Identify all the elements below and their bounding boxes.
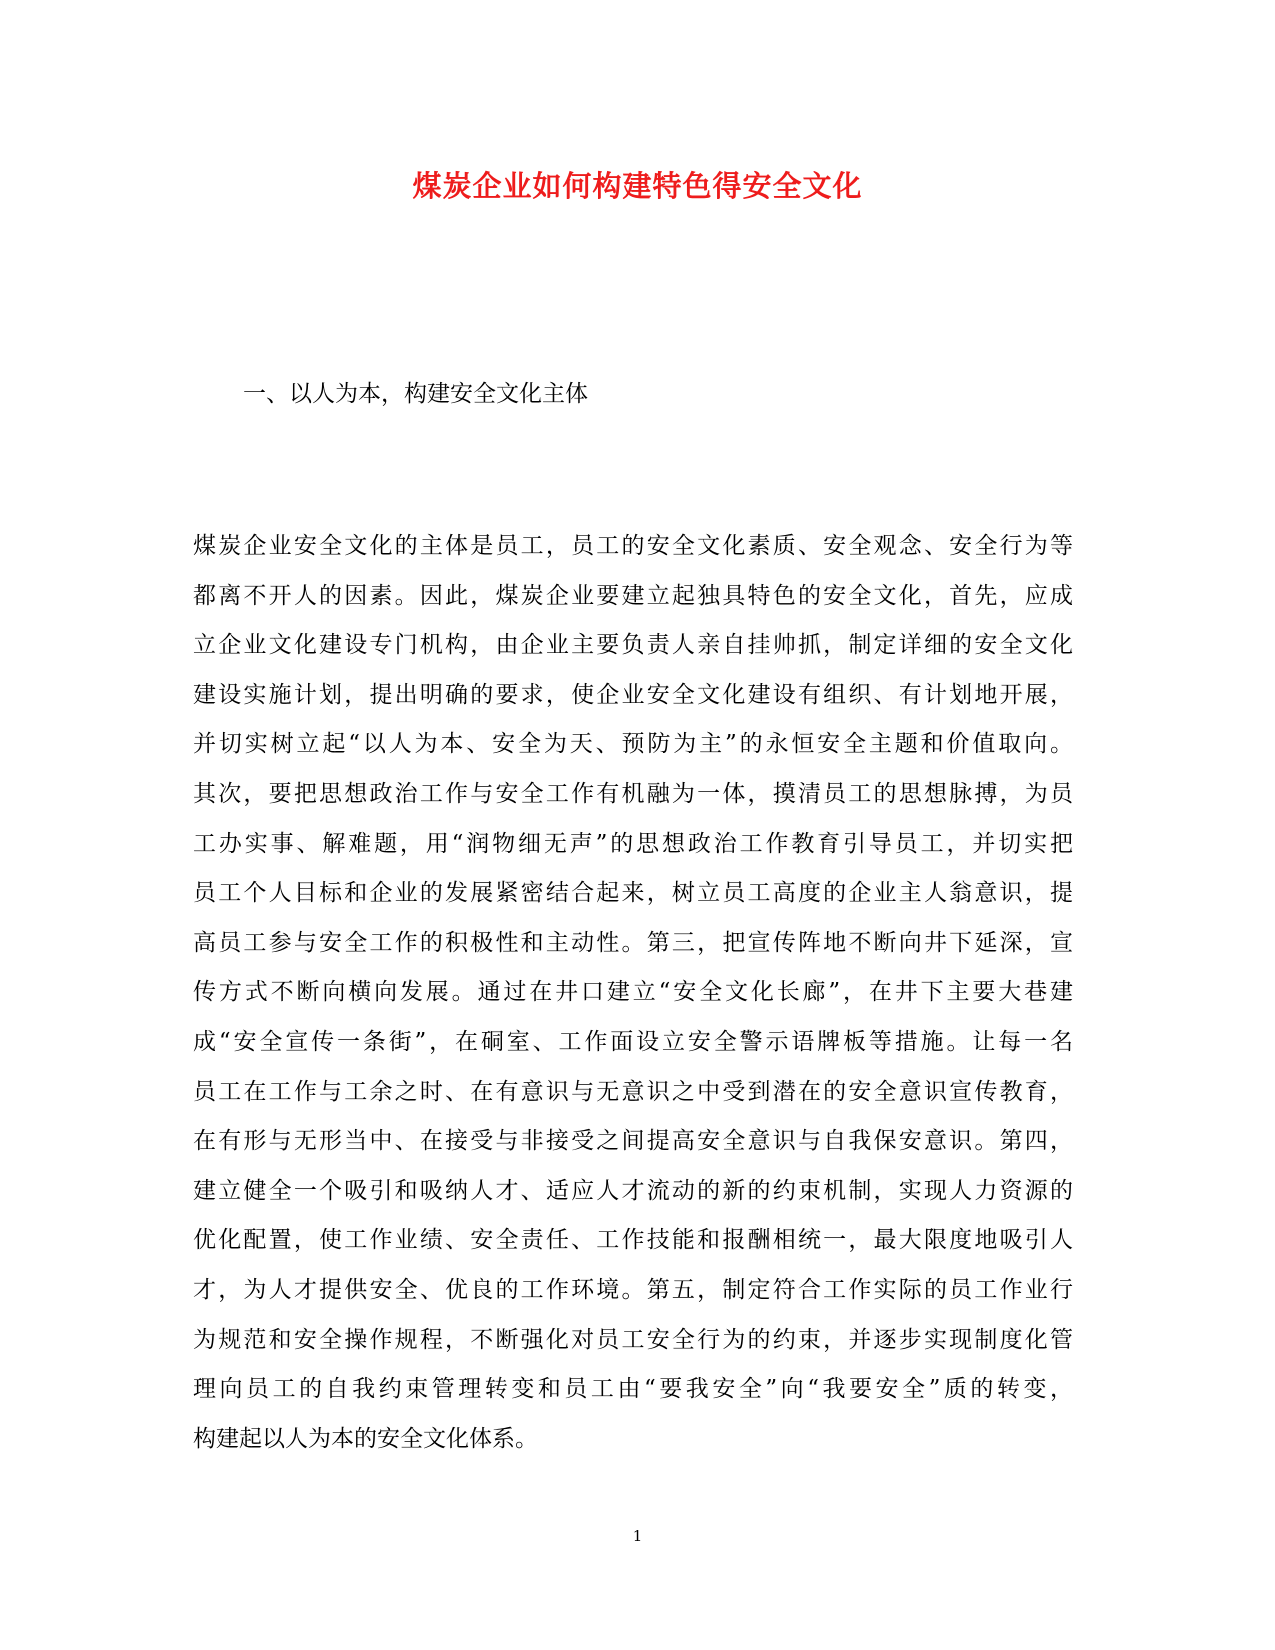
paragraph-line: 才，为人才提供安全、优良的工作环境。第五，制定符合工作实际的员工作业行: [193, 1276, 1073, 1303]
paragraph-line: 员工在工作与工余之时、在有意识与无意识之中受到潜在的安全意识宣传教育，: [193, 1078, 1073, 1105]
page-number: 1: [632, 1527, 643, 1545]
paragraph-line: 煤炭企业安全文化的主体是员工，员工的安全文化素质、安全观念、安全行为等: [193, 533, 1073, 559]
paragraph-line: 并切实树立起“以人为本、安全为天、预防为主”的永恒安全主题和价值取向。: [193, 731, 1073, 758]
paragraph-line: 理向员工的自我约束管理转变和员工由“要我安全”向“我要安全”质的转变，: [193, 1376, 1073, 1403]
document-title: 煤炭企业如何构建特色得安全文化: [412, 169, 863, 203]
paragraph-line: 为规范和安全操作规程，不断强化对员工安全行为的约束，并逐步实现制度化管: [193, 1326, 1073, 1353]
paragraph-line: 优化配置，使工作业绩、安全责任、工作技能和报酬相统一，最大限度地吸引人: [193, 1227, 1073, 1254]
paragraph-line: 建立健全一个吸引和吸纳人才、适应人才流动的新的约束机制，实现人力资源的: [193, 1177, 1073, 1204]
paragraph-line: 工办实事、解难题，用“润物细无声”的思想政治工作教育引导员工，并切实把: [193, 830, 1073, 857]
paragraph-line: 在有形与无形当中、在接受与非接受之间提高安全意识与自我保安意识。第四，: [193, 1128, 1073, 1155]
body-paragraph: [193, 522, 1073, 1464]
paragraph-line: 其次，要把思想政治工作与安全工作有机融为一体，摸清员工的思想脉搏，为员: [193, 780, 1073, 807]
paragraph-line: 员工个人目标和企业的发展紧密结合起来，树立员工高度的企业主人翁意识，提: [193, 880, 1073, 907]
paragraph-line: 成“安全宣传一条街”，在硐室、工作面设立安全警示语牌板等措施。让每一名: [193, 1028, 1073, 1055]
section-heading: 一、以人为本，构建安全文化主体: [243, 381, 588, 407]
paragraph-line: 传方式不断向横向发展。通过在井口建立“安全文化长廊”，在井下主要大巷建: [193, 979, 1073, 1006]
paragraph-line: 构建起以人为本的安全文化体系。: [193, 1425, 538, 1452]
paragraph-line: 高员工参与安全工作的积极性和主动性。第三，把宣传阵地不断向井下延深，宣: [193, 929, 1073, 956]
paragraph-line: 建设实施计划，提出明确的要求，使企业安全文化建设有组织、有计划地开展，: [193, 681, 1073, 708]
paragraph-line: 立企业文化建设专门机构，由企业主要负责人亲自挂帅抓，制定详细的安全文化: [193, 632, 1073, 659]
paragraph-line: 都离不开人的因素。因此，煤炭企业要建立起独具特色的安全文化，首先，应成: [193, 582, 1073, 609]
